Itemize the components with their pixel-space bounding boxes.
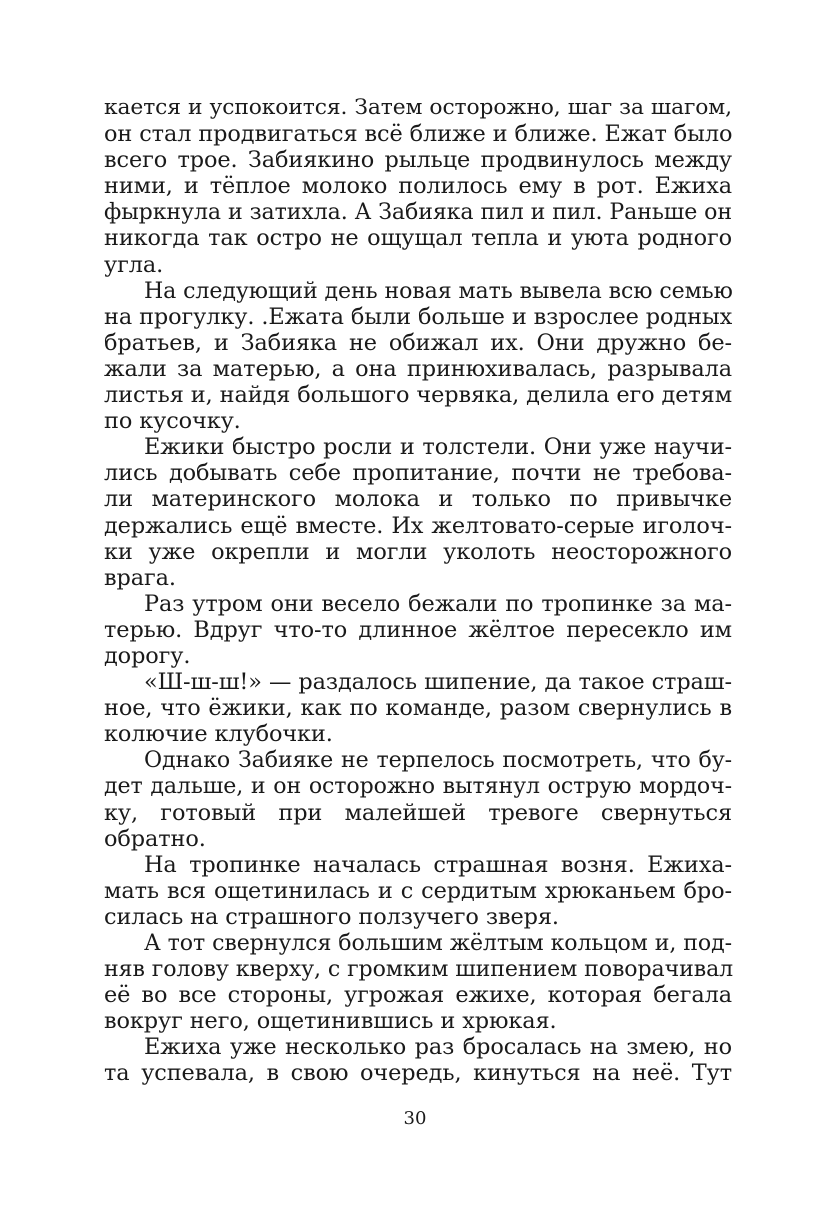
text-line: братьев, и Забияка не обижал их. Они дружно бе- — [104, 329, 732, 356]
text-line: «Ш-ш-ш!» — раздалось шипение, да такое страш- — [144, 669, 732, 696]
text-line: Ежики быстро росли и толстели. Они уже научи- — [144, 434, 732, 461]
text-line: фыркнула и затихла. А Забияка пил и пил. Раньше он — [104, 199, 732, 226]
text-line: А тот свернулся большим жёлтым кольцом и, под- — [144, 930, 732, 956]
text-line: На тропинке началась страшная возня. Ежиха- — [144, 851, 732, 878]
text-line: дорогу. — [104, 642, 191, 669]
text-line: Ежиха уже несколько раз бросалась на змею, но — [144, 1034, 732, 1061]
text-line: мать вся ощетинилась и с сердитым хрюканьем бро- — [104, 877, 732, 904]
text-line: лись добывать себе пропитание, почти не требова- — [104, 460, 732, 487]
text-line: силась на страшного ползучего зверя. — [104, 903, 559, 930]
text-line: угла. — [104, 251, 164, 278]
text-line: вокруг него, ощетинившись и хрюкая. — [104, 1008, 557, 1035]
text-line: её во все стороны, угрожая ежихе, которая бегала — [104, 982, 732, 1009]
page-number: 30 — [403, 1108, 427, 1129]
text-line: на прогулку. .Ежата были больше и взрослее родных — [104, 303, 733, 330]
text-line: он стал продвигаться всё ближе и ближе. Ежат было — [104, 121, 733, 148]
text-line: листья и, найдя большого червяка, делила его детям — [104, 382, 733, 409]
page-text — [104, 95, 732, 1087]
text-line: дет дальше, и он осторожно вытянул острую мордоч- — [104, 773, 732, 800]
text-line: колючие клубочки. — [104, 721, 333, 748]
text-line: никогда так остро не ощущал тепла и уюта родного — [104, 225, 732, 252]
text-line: терью. Вдруг что-то длинное жёлтое пересекло им — [104, 616, 732, 643]
text-line: ли материнского молока и только по привычке — [104, 486, 732, 513]
text-line: На следующий день новая мать вывела всю семью — [144, 277, 733, 304]
text-line: всего трое. Забиякино рыльце продвинулось между — [104, 147, 732, 174]
text-line: ное, что ёжики, как по команде, разом свернулись в — [104, 695, 732, 722]
text-line: та успевала, в свою очередь, кинуться на неё. Тут — [104, 1060, 732, 1087]
text-line: по кусочку. — [104, 408, 241, 435]
text-line: жали за матерью, а она принюхивалась, разрывала — [104, 355, 732, 382]
text-line: ними, и тёплое молоко полилось ему в рот. Ежиха — [104, 173, 732, 200]
text-line: обратно. — [104, 825, 206, 852]
text-line: няв голову кверху, с громким шипением поворачивал — [104, 956, 734, 983]
text-line: кается и успокоится. Затем осторожно, шаг за шагом, — [104, 95, 732, 120]
text-line: держались ещё вместе. Их желтовато-серые иголоч- — [104, 512, 732, 539]
text-line: ки уже окрепли и могли уколоть неосторожного — [104, 538, 732, 565]
text-line: врага. — [104, 564, 176, 591]
text-line: ку, готовый при малейшей тревоге свернуться — [104, 799, 732, 826]
text-line: Однако Забияке не терпелось посмотреть, что бу- — [144, 747, 732, 774]
text-line: Раз утром они весело бежали по тропинке за ма- — [144, 590, 732, 617]
